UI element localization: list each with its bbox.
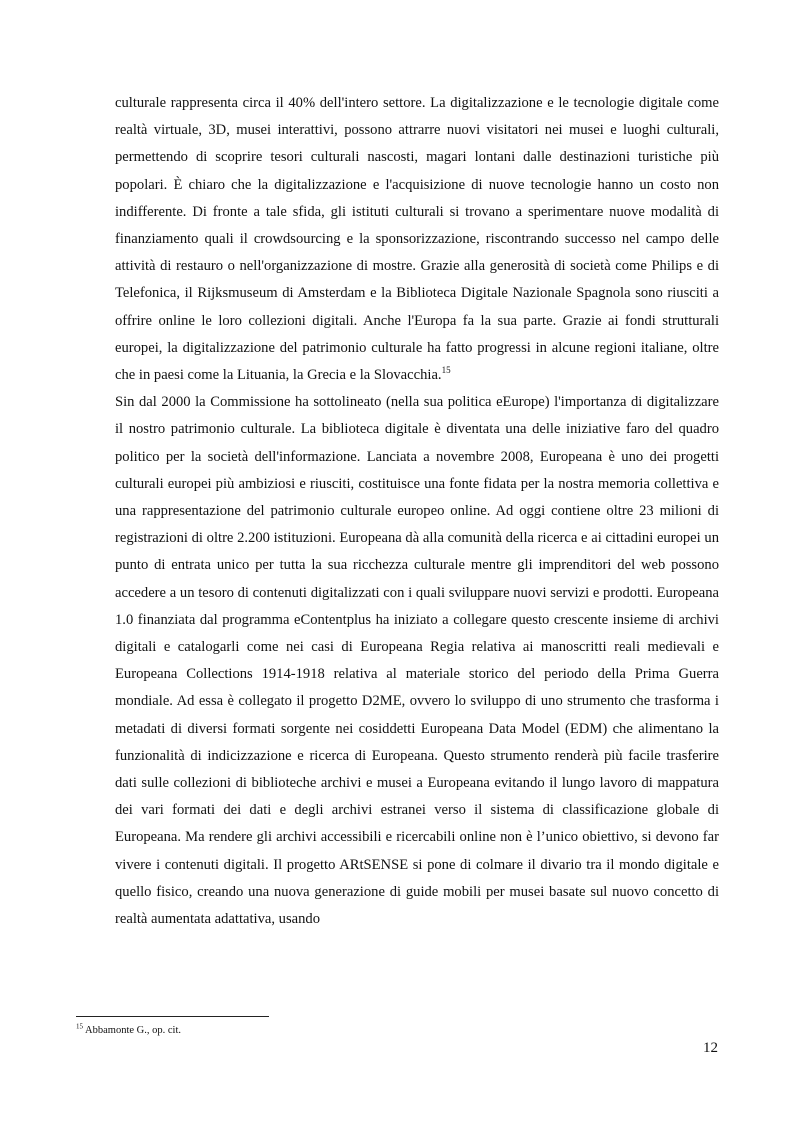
- footnote-text: Abbamonte G., op. cit.: [85, 1025, 181, 1036]
- paragraph-1-text: culturale rappresenta circa il 40% dell'intero settore. La digitalizzazione e le tecnologie digitale come realtà virtuale, 3D, musei interattivi, possono attrarre nuovi visitatori nei musei e luoghi culturali, permettendo di scoprire tesori culturali nascosti, magari lontani dalle destinazioni turistiche più popolari. È chiaro che la digitalizzazione e l'acquisizione di nuove tecnologie hanno un costo non indifferente. Di fronte a tale sfida, gli istituti culturali si trovano a sperimentare nuove modalità di finanziamento quali il crowdsourcing e la sponsorizzazione, riscontrando successo nel campo delle attività di restauro o nell'organizzazione di mostre. Grazie alla generosità di società come Philips e di Telefonica, il Rijksmuseum di Amsterdam e la Biblioteca Digitale Nazionale Spagnola sono riusciti a offrire online le loro collezioni digitali. Anche l'Europa fa la sua parte. Grazie ai fondi strutturali europei, la digitalizzazione del patrimonio culturale ha fatto progressi in alcune regioni italiane, oltre che in paesi come la Lituania, la Grecia e la Slovacchia.: [115, 95, 719, 384]
- paragraph-2-text: Sin dal 2000 la Commissione ha sottolineato (nella sua politica eEurope) l'importanza di digitalizzare il nostro patrimonio culturale. La biblioteca digitale è diventata una delle iniziative faro del quadro politico per la società dell'informazione. Lanciata a novembre 2008, Europeana è uno dei progetti culturali europei più ambiziosi e riusciti, costituisce una fonte fidata per la nostra memoria collettiva e una rappresentazione del patrimonio culturale europeo online. Ad oggi contiene oltre 23 milioni di registrazioni di oltre 2.200 istituzioni. Europeana dà alla comunità della ricerca e ai cittadini europei un punto di entrata unico per tutta la sua ricchezza culturale mentre gli imprenditori del web possono accedere a un tesoro di contenuti digitalizzati con i quali sviluppare nuovi servizi e prodotti. Europeana 1.0 finanziata dal programma eContentplus ha iniziato a collegare questo crescente insieme di archivi digitali e catalogarli come nei casi di Europeana Regia relativa ai manoscritti reali medievali e Europeana Collections 1914-1918 relativa al materiale storico del periodo della Prima Guerra mondiale. Ad essa è collegato il progetto D2ME, ovvero lo sviluppo di uno strumento che trasforma i metadati di diversi formati sorgente nei cosiddetti Europeana Data Model (EDM) che alimentano la funzionalità di indicizzazione e ricerca di Europeana. Questo strumento renderà più facile trasferire dati sulle collezioni di biblioteche archivi e musei a Europeana evitando il lungo lavoro di mappatura dei vari formati dei dati e degli archivi estranei verso il sistema di classificazione globale di Europeana. Ma rendere gli archivi accessibili e ricercabili online non è l’unico obiettivo, si devono far vivere i contenuti digitali. Il progetto ARtSENSE si pone di colmare il divario tra il mondo digitale e quello fisico, creando una nuova generazione di guide mobili per musei basate sul nuovo concetto di realtà aumentata adattativa, usando: [115, 394, 719, 928]
- footnote-separator: [76, 1016, 269, 1017]
- page-number: 12: [703, 1040, 718, 1056]
- paragraph-2: [115, 389, 719, 933]
- paragraph-1: [115, 90, 719, 389]
- body-text: [115, 90, 719, 933]
- footnote-reference: 15: [441, 365, 451, 376]
- footnote-number: 15: [76, 1022, 83, 1031]
- footnote: [76, 1022, 181, 1036]
